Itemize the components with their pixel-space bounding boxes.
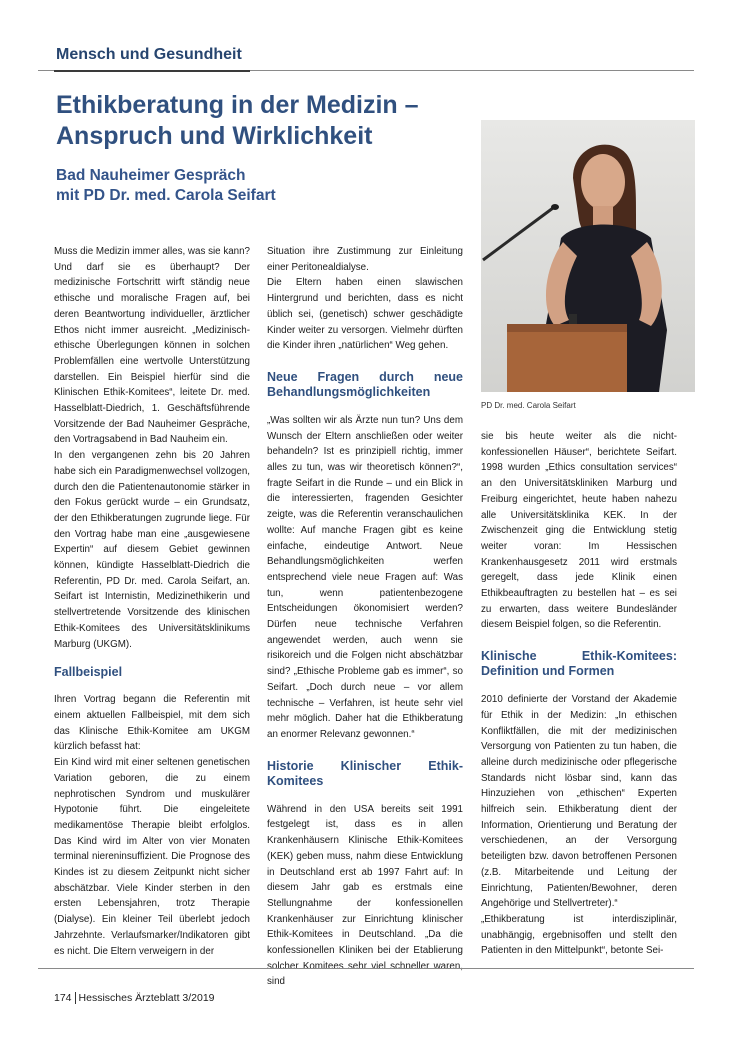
article-subtitle bbox=[56, 166, 456, 206]
heading-fallbeispiel: Fallbeispiel bbox=[54, 665, 123, 680]
article-title bbox=[56, 90, 496, 152]
heading-historie: Historie Klinischer Ethik-Komitees bbox=[267, 758, 463, 788]
paragraph: In den vergangenen zehn bis 20 Jahren habe sich ein Paradigmenwechsel vollzogen, durch den die Patientenautonomie stärker in den Fokus gerückt wurde – ein Grundsatz, der den Ethikberatungen zugrunde liege. Für den Vortrag habe man eine „ausgewiesene Expertin“ auf diesem Gebiet gewinnen können, kündigte Hasselblatt-Diedrich die Referentin, PD Dr. med. Carola Seifart, an. Seifart ist Internistin, Medizinethikerin und stellvertretende Vorsitzende des klinischen Ethik-Komitees des Universitätsklinikums Marburg (UKGM). bbox=[54, 450, 250, 650]
subtitle-line-1: Bad Nauheimer Gespräch bbox=[56, 167, 246, 184]
journal-name: Hessisches Ärzteblatt 3/2019 bbox=[78, 992, 215, 1004]
paragraph: Während in den USA bereits seit 1991 festgelegt ist, dass es in allen Krankenhäusern Klinische Ethik-Komitees (KEK) geben muss, nahm diese Entwicklung in Deutschland erst ab 1997 Fahrt auf: In diesem Jahr gab es erstmals eine Stellungnahme der konfessionellen Krankenhäuser zur Einrichtung klinischer Ethik-Komitees in Deutschland. „Da die konfessionellen Kliniken bei der Etablierung solcher Komitees sehr viel schneller waren, sind bbox=[267, 803, 463, 988]
paragraph: „Ethikberatung ist interdisziplinär, unabhängig, ergebnisoffen und stellt den Patienten in den Mittelpunkt“, betonte Sei- bbox=[481, 913, 677, 957]
title-line-1: Ethikberatung in der Medizin – bbox=[56, 91, 419, 119]
page-number: 174 bbox=[54, 992, 72, 1004]
paragraph: Situation ihre Zustimmung zur Einleitung einer Peritonealdialyse. bbox=[267, 246, 463, 273]
speaker-photo bbox=[481, 120, 695, 392]
heading-neue-fragen: Neue Fragen durch neue Behandlungsmöglichkeiten bbox=[267, 369, 463, 399]
text-column-1 bbox=[54, 244, 250, 959]
paragraph: Die Eltern haben einen slawischen Hintergrund und berichten, dass es nicht üblich sei, (genetisch) schwer geschädigte Kinder weiter zu versorgen. Vielmehr dürften die Kinder ihren „natürlichen“ Weg gehen. bbox=[267, 277, 463, 352]
text-column-3 bbox=[481, 429, 677, 959]
title-line-2: Anspruch und Wirklichkeit bbox=[56, 122, 373, 150]
footer-rule bbox=[38, 968, 694, 969]
subtitle-line-2: mit PD Dr. med. Carola Seifart bbox=[56, 187, 276, 204]
footer-separator bbox=[75, 992, 76, 1004]
paragraph: sie bis heute weiter als die nicht-konfessionellen Häuser“, berichtete Seifart. 1998 wurden „Ethics consultation services“ an den Universitätskliniken Marburg und Freiburg eingerichtet, heute haben nahezu alle Universitätsklinika KEK. In der Zwischenzeit ging die Entwicklung stetig weiter voran: Im Hessischen Krankenhausgesetz 2011 wird erstmals geregelt, dass jede Klinik einen Ethikbeauftragten zu bestellen hat – es sei zu erwarten, dass weitere Bundesländer diesem Beispiel folgen, so die Referentin. bbox=[481, 431, 677, 631]
photo-caption: PD Dr. med. Carola Seifart bbox=[481, 401, 576, 410]
section-rule-accent bbox=[54, 70, 250, 72]
paragraph: 2010 definierte der Vorstand der Akademie für Ethik in der Medizin: „In ethischen Konfliktfällen, die mit der medizinischen Versorgung von Patienten zu tun haben, die alleine durch medizinische oder pflegerische Standards nicht lösbar sind, kann das Hinzuziehen von „ethischen“ Experten hilfreich sein. Ethikberatung dient der Information, Orientierung und Beratung der verschiedenen, an der Versorgung beteiligten bzw. davon betroffenen Personen (z.B. Mitarbeitende und Leitung der Einrichtung, Patienten/Bewohner, deren Angehörige und Stellvertreter).“ bbox=[481, 694, 677, 910]
paragraph: Ihren Vortrag begann die Referentin mit einem aktuellen Fallbeispiel, mit dem sich das Klinische Ethik-Komitee am UKGM kürzlich befasst hat: bbox=[54, 694, 250, 753]
heading-komitees: Klinische Ethik-Komitees: Definition und Formen bbox=[481, 649, 677, 679]
paragraph: Muss die Medizin immer alles, was sie kann? Und darf sie es überhaupt? Der medizinische Fortschritt wirft ständig neue ethische und moralische Fragen auf, bei deren Beantwortung individueller, ärztlicher Ethos nicht immer ausreicht. „Medizinisch-ethische Überlegungen können in solchen Problemfällen eine wertvolle Unterstützung darstellen. Ein Beispiel hierfür sind die Klinischen Ethik-Komitees“, leitete Dr. med. Hasselblatt-Diedrich, 1. Geschäftsführende Vorsitzende der Bad Nauheimer Gespräche, den Vortragsabend in Bad Nauheim ein. bbox=[54, 246, 251, 446]
text-column-2 bbox=[267, 244, 463, 990]
speaker-photo-illustration bbox=[481, 120, 695, 392]
section-label: Mensch und Gesundheit bbox=[56, 46, 242, 63]
paragraph: „Was sollten wir als Ärzte nun tun? Uns dem Wunsch der Eltern anschließen oder weiter behandeln? Ist es prinzipiell richtig, immer alles zu tun, was wir theoretisch können?“, fragte Seifart in die Runde – und ein Blick in die interessierten, fragenden Gesichter zeigte, was die Referentin veranschaulichen wollte: Auf manche Fragen gibt es keine einfache, eindeutige Antwort. Neue Behandlungsmöglichkeiten werfen entsprechend viele neue Fragen auf: Was tun, wenn patientenbezogene Entscheidungen ökonomisiert werden? Dürfen neue technische Verfahren angewendet werden, auch wenn sie risikoreich und die Folgen nicht abschätzbar sind? „Ethische Probleme gab es immer“, so Seifart. „Doch durch neue – vor allem technische – Verfahren, ist heute sehr viel mehr möglich. Daher hat die Ethikberatung an enormer Relevanz gewonnen.“ bbox=[267, 414, 463, 740]
paragraph: Ein Kind wird mit einer seltenen genetischen Variation geboren, die zu einem nephrotischen Syndrom und muskulärer Hypotonie führt. Die eingeleitete medikamentöse Therapie bleibt erfolglos. Das Kind wird im Alter von vier Monaten terminal niereninsuffizient. Die Prognose des Kindes ist zu diesem Zeitpunkt nicht sicher abschätzbar. Viele Kinder sterben in den ersten Lebensjahren, trotz Therapie (Dialyse). Ein kleiner Teil überlebt jedoch Jahrzehnte. Verlaufsmarker/Indikatoren gibt es nicht. Die Eltern verweigern in der bbox=[54, 757, 250, 957]
page-footer bbox=[54, 992, 215, 1004]
